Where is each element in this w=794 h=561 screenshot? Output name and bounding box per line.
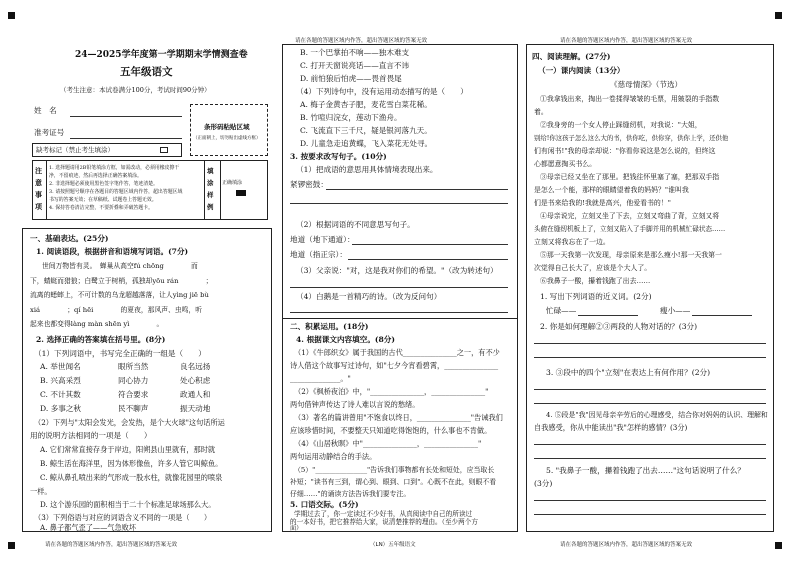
opt: A. 梅子金黄杏子肥，麦花雪白菜花稀。 xyxy=(300,100,432,109)
q1-line: 流离的蟋蟀上，不可计数的乌龙超越落落，让人yìng jiē bù xyxy=(30,291,209,299)
answer-line[interactable] xyxy=(534,343,766,344)
notes-label-char: 注 xyxy=(35,166,42,175)
note-line: 书写的答案无效；在草稿纸、试题卷上答题无效。 xyxy=(49,197,157,203)
q2-1: （1）下列词语中，书写完全正确的一组是（ ） xyxy=(34,349,206,358)
answer-line[interactable] xyxy=(290,203,508,204)
answer-area-note: 请在各题的答题区域内作答，超出答题区域的答案无效 xyxy=(560,38,693,44)
note-line: 1. 选择题请用2B铅笔填涂方框，如需改动，必须用橡皮擦干 xyxy=(49,165,180,171)
q2-opt: D. 多事之秋 xyxy=(40,404,82,413)
answer-line[interactable] xyxy=(534,514,766,515)
sample-label-char: 填 xyxy=(207,167,214,175)
q5-title: 5. 口语交际。(5分) xyxy=(290,500,359,509)
opt: B. 竹喧归浣女，莲动下渔舟。 xyxy=(300,113,402,122)
answer-line[interactable] xyxy=(352,244,508,245)
fill-line: （2）《枫桥夜泊》中，"_______________，_______________" xyxy=(294,387,489,396)
fill-line: （1）《牛郎织女》属于我国的古代_______________之一，有不少 xyxy=(294,348,500,357)
answer-line[interactable] xyxy=(290,312,508,313)
passage-line: ④母亲说完，立刻又坐了下去，立刻又弯曲了背，立刻又将 xyxy=(540,212,720,220)
q2-opt: B. 兴高采烈 xyxy=(40,376,81,385)
name-label: 姓 名 xyxy=(34,106,57,115)
sample-correct: 正确填涂 xyxy=(222,180,243,186)
passage-line: ⑤那一天我第一次发现，母亲原来是那么瘦小!那一天我第一 xyxy=(540,251,722,259)
q1-title: 1. 阅读语段，根据拼音和语境写词语。(7分) xyxy=(36,247,189,256)
passage-line: 头俯在缝纫机板上了，立刻又陷入了手脚并用的机械忙碌状态…… xyxy=(534,225,726,233)
opt: C. 飞流直下三千尺，疑是银河落九天。 xyxy=(300,126,432,135)
r1-a: 忙碌—— xyxy=(546,306,577,315)
corner-mark xyxy=(8,12,15,19)
q2-2-opt: 一样。 xyxy=(30,487,52,496)
q1-line: 起来也都变得làng màn shēn yì 。 xyxy=(30,320,164,328)
answer-area-note: 请在各题的答题区域内作答，超出答题区域的答案无效 xyxy=(560,542,693,548)
sample-label-char: 样 xyxy=(207,191,214,199)
divider xyxy=(204,160,205,220)
q2-title: 2. 选择正确的答案填在括号里。(8分) xyxy=(36,335,166,344)
page-footer: （LN）五年级语文 xyxy=(370,542,416,548)
q1-line: xiá ；qí hēi 的夏夜，那风声、虫鸣，听 xyxy=(30,306,203,314)
fill-line: 应该珍惜时间，不要整天只知道吃得饱饱的，什么事也不肯做。 xyxy=(290,426,492,435)
exam-note: （考生注意：本试卷满分100分，考试时间90分钟） xyxy=(60,86,211,94)
section4-title: 四、阅读理解。(27分) xyxy=(532,52,611,61)
answer-line[interactable] xyxy=(534,500,766,501)
fill-line: （3）著名的篇讲曾用"不饱食以终日，_______________"告诫我们 xyxy=(294,413,503,422)
passage-line: 着。 xyxy=(534,108,548,116)
q2-opt: A. 举世闻名 xyxy=(40,362,81,371)
q5-line: 的一本好书，把它推荐给大家，说清楚推荐的理由。（至少两个方 xyxy=(290,518,478,526)
note-line: 3. 请按照题号顺序在各题目的答题区域内作答，超出答题区域 xyxy=(49,189,183,195)
r4-line: 自我感受，你从中能读出"我"怎样的感情？(3分) xyxy=(534,423,688,432)
answer-line[interactable] xyxy=(578,315,638,316)
passage-line: 们是书来给我的!我就是高兴，他爱看书的！" xyxy=(534,199,671,207)
q2-opt: 处心积虑 xyxy=(180,376,211,385)
q5-line: 学期过去了，你一定读过不少好书，从真阅读中自己的所读过 xyxy=(294,510,473,518)
q3-2a: 地道（地下通道）： xyxy=(290,235,355,244)
absent-checkbox[interactable] xyxy=(160,147,168,153)
r2-title: 2. 你是如何理解②③两段的人物对话的？(3分) xyxy=(540,322,698,331)
note-line: 净，不留痕迹，然后再选择正确答案填涂。 xyxy=(49,173,142,179)
barcode-label: 条形码粘贴区域 xyxy=(204,123,250,131)
sub1-title: （一）课内阅读（13分） xyxy=(538,66,625,75)
q3-2: （2）根据词语的不同意思写句子。 xyxy=(296,220,415,229)
fill-line: 两句借钟声传达了诗人难以言说的愁绪。 xyxy=(290,400,420,409)
q3-4: （4）白鹅是一首精巧的诗。（改为反问句） xyxy=(296,292,442,301)
passage-line: 是怎么一个能，那样的眼睛望着我的妈妈？"谁叫我 xyxy=(534,186,689,194)
q4-dynamic: （4）下列诗句中，没有运用动态描写的是（ ） xyxy=(296,87,468,96)
corner-mark xyxy=(775,542,782,549)
q4b-title: 4. 根据课文内容填空。(8分) xyxy=(296,335,395,344)
r3-title: 3. ③段中的四个"立刻"在表达上有何作用？(2分) xyxy=(546,368,711,377)
corner-mark xyxy=(775,12,782,19)
passage-line: 们有闲书!"我的母亲却说："你看你说这是怎么说的，但终这 xyxy=(534,147,716,155)
passage-line: ⑥我鼻子一酸，攥着钱跑了出去…… xyxy=(540,277,651,285)
answer-line[interactable] xyxy=(534,458,766,459)
q3-2b: 地道（指正宗）： xyxy=(290,250,347,259)
answer-line[interactable] xyxy=(348,259,508,260)
fill-line: 仔细……"的诵读方法告诉我们要专注。 xyxy=(290,490,411,498)
opt: D. 前怕狼后怕虎——畏首畏尾 xyxy=(300,74,402,83)
q2-3: （3）下列俗语与对应的词语含义不同的一项是（ ） xyxy=(34,513,212,522)
corner-mark xyxy=(8,542,15,549)
r5-line: (3分) xyxy=(534,479,553,488)
barcode-sub: （正面朝上，切勿贴出虚线方框） xyxy=(193,136,261,141)
divider xyxy=(220,160,221,220)
ticket-field[interactable] xyxy=(70,138,182,139)
q2-2-opt: A. 它们常常直接存身于岸边，阳朔县山里就有，那时就 xyxy=(40,445,216,454)
opt: D. 儿童急走追黄蝶，飞入菜花无处寻。 xyxy=(300,139,433,148)
q3-3: （3）父亲说："对，这是我对你们的希望。"（改为转述句） xyxy=(296,266,498,275)
fill-line: 诗人借这个故事写过诗句，如"七夕今宵看碧霄，_______________ xyxy=(290,361,499,370)
q2-opt: 良名远扬 xyxy=(180,362,211,371)
note-line: 2. 非选择题必须使用黑色签字笔作答，笔迹清楚。 xyxy=(49,181,158,187)
sample-filled-box xyxy=(236,190,246,196)
q2-2b: 用的说明方法相同的一项是（ ） xyxy=(30,431,152,440)
answer-line[interactable] xyxy=(692,315,752,316)
subject-title: 五年级语文 xyxy=(120,66,173,78)
q2-2-opt: D. 这个游乐园的面积相当于二十个标准足球场那么大。 xyxy=(40,500,216,509)
q2-opt: 眼所当然 xyxy=(118,362,149,371)
passage-line: 心都愿意掏买书么。 xyxy=(534,160,597,168)
answer-line[interactable] xyxy=(534,444,766,445)
passage-line: ①我拿钱出来，掏出一卷揉得皱皱的毛票，用皴裂的手指数 xyxy=(540,95,720,103)
passage-title: 《慈母情深》（节选） xyxy=(610,80,683,89)
q2-opt: 振天动地 xyxy=(180,404,211,413)
r1-title: 1. 写出下列词语的近义词。(2分) xyxy=(540,292,652,301)
section2-title: 二、积累运用。(18分) xyxy=(290,322,369,331)
fill-line: 补短；"读书有三到，谓心到、眼到、口到"。心既不在此，则眼不看 xyxy=(290,478,497,486)
notes-label-char: 项 xyxy=(35,202,42,211)
q5-line: 面） xyxy=(290,525,303,532)
r4-line: 4. ⑤段是"我"因见母亲辛劳后的心理感受，结合你对妈妈的认识、理解和 xyxy=(546,411,768,419)
opt: C. 打开天窗说亮话——直言不讳 xyxy=(300,61,410,70)
note-line: 4. 保持答卷清洁完整，不要折叠和弄破答题卡。 xyxy=(49,205,154,211)
answer-area-note: 请在各题的答题区域内作答，超出答题区域的答案无效 xyxy=(295,38,428,44)
notes-label-char: 意 xyxy=(35,178,42,187)
r5-line: 5. "我鼻子一酸，攥着钱跑了出去……"这句话说明了什么？ xyxy=(546,466,745,475)
divider xyxy=(46,160,47,220)
answer-area-note: 请在各题的答题区域内作答，超出答题区域的答案无效 xyxy=(45,542,178,548)
q2-2-opt: C. 鲸从鼻孔喷出来的气形成一股水柱，就像花园里的喷泉 xyxy=(40,473,223,482)
answer-line[interactable] xyxy=(290,287,508,288)
fill-line: （5）"_______________"告诉我们事物都有长处和短处，应当取长 xyxy=(294,466,495,474)
q2-2-opt: B. 鲸生活在海洋里，因为体形像鱼，许多人管它叫鲸鱼。 xyxy=(40,459,223,468)
passage-line: 次觉得自己长大了，应该是个大人了。 xyxy=(534,264,652,272)
answer-line[interactable] xyxy=(326,189,508,190)
q2-opt: C. 不计其数 xyxy=(40,390,81,399)
passage-line: 别给!你这孩子怎么这么大的书，供你吃，供你穿，供你上学，还供他 xyxy=(534,134,729,142)
divider xyxy=(282,318,518,319)
fill-line: （4）《山居秋暝》中"_______________，_______________" xyxy=(294,439,482,448)
ticket-label: 准考证号 xyxy=(34,128,65,137)
absent-label: 缺考标记（禁止考生填涂） xyxy=(36,146,114,154)
answer-line[interactable] xyxy=(534,403,766,404)
q3-1: （1）把成语的意思用具体情境表现出来。 xyxy=(296,165,438,174)
passage-line: 立刻又将我忘在了一边。 xyxy=(534,238,610,246)
q2-3-opt: A. 鼻子都气歪了——气急败坏 xyxy=(40,523,137,532)
section1-title: 一、基础表达。(25分) xyxy=(30,234,109,243)
q2-opt: 符合要求 xyxy=(118,390,149,399)
q2-opt: 民不聊声 xyxy=(118,404,149,413)
answer-line[interactable] xyxy=(534,389,766,390)
passage-line: ②我身旁的一个女人停止踩缝纫机，对我说："大姐， xyxy=(540,121,702,129)
sample-label-char: 涂 xyxy=(207,179,214,187)
passage-line: ③母亲已经又坐在了那里。把钱往怀里塞了塞，把那双手指 xyxy=(540,173,720,181)
exam-title: 24—2025学年度第一学期期末学情测查卷 xyxy=(75,50,248,60)
q3-1-word: 紧锣密鼓： xyxy=(290,180,328,189)
q2-2: （2）下列与"太阳会发光，会发热，是个大火球"这句话所运 xyxy=(34,418,225,427)
q2-opt: 政通人和 xyxy=(180,390,211,399)
name-field[interactable] xyxy=(70,116,182,117)
fill-line: ______________。" xyxy=(290,374,351,383)
answer-line[interactable] xyxy=(534,357,766,358)
fill-line: 两句运用动静结合的手法。 xyxy=(290,452,377,461)
sample-label-char: 例 xyxy=(207,203,214,211)
q1-line: 世间万物皆有灵。 蝉巢从高空fú chōng 而 xyxy=(42,262,198,270)
opt: B. 一个巴掌拍不响——独木难支 xyxy=(300,48,410,57)
q1-line: 下，蜻蜓而猎狼；白鹭立于树梢，孤独却yōu rán ； xyxy=(30,277,213,285)
notes-label-char: 事 xyxy=(35,190,42,199)
q2-opt: 同心协力 xyxy=(118,376,149,385)
r1-b: 瘦小—— xyxy=(660,306,691,315)
q3-title: 3. 按要求改写句子。(10分) xyxy=(290,152,387,161)
